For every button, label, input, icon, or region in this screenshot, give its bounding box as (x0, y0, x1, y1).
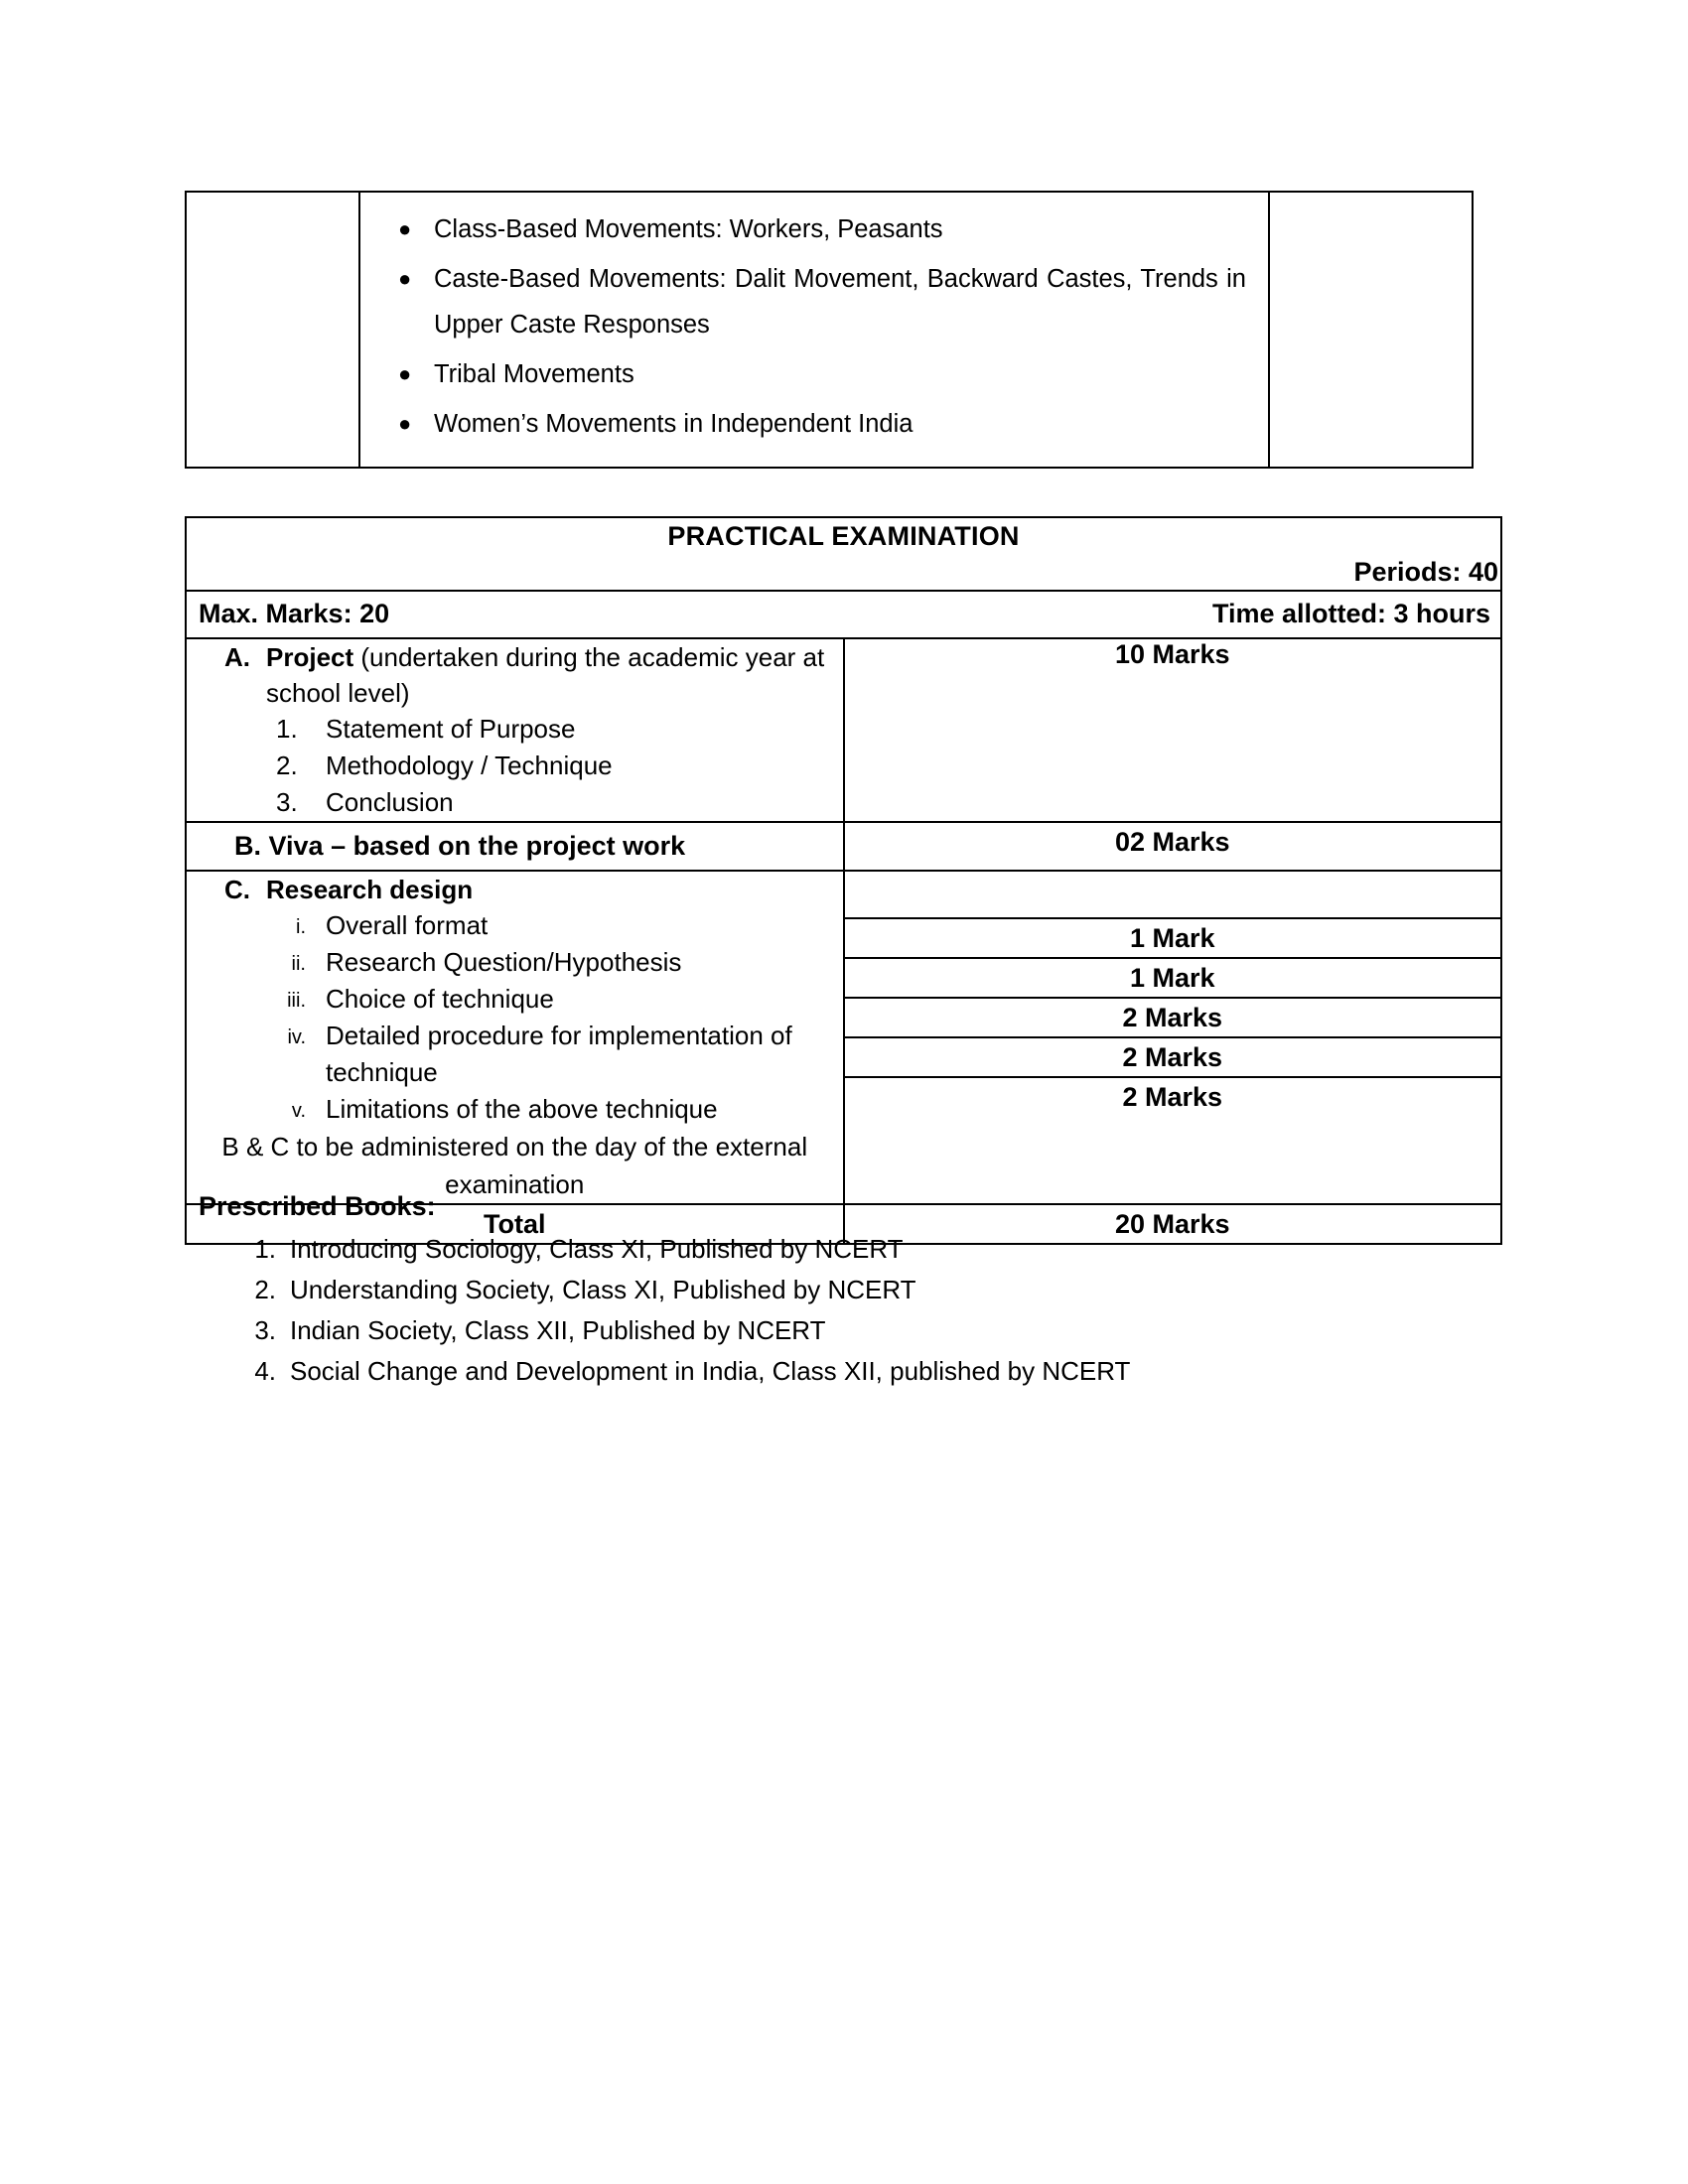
section-c-title: Research design (266, 875, 474, 904)
list-item-label: Methodology / Technique (326, 751, 613, 780)
list-item-number: iv. (287, 1026, 306, 1048)
marks-time-row (186, 591, 1501, 638)
section-c-row (186, 871, 1501, 1204)
list-item-number: v. (291, 1100, 306, 1122)
section-c-marks-spacer (845, 872, 1501, 918)
section-b-text (187, 823, 843, 870)
section-a-heading (187, 639, 843, 711)
section-c-marks-table (845, 872, 1501, 1152)
total-marks: 20 Marks (844, 1204, 1502, 1244)
table-row (845, 872, 1501, 918)
table-row (845, 958, 1501, 998)
topics-cell (359, 192, 1269, 468)
section-c-marks-ii: 1 Mark (845, 958, 1501, 998)
list-item-number: 3. (254, 1315, 276, 1345)
list-item-number: 2. (254, 1275, 276, 1304)
section-c-marks-iii: 2 Marks (845, 998, 1501, 1037)
table-row (845, 1077, 1501, 1152)
list-item (398, 206, 1246, 252)
section-c-marks-cell (844, 871, 1502, 1204)
list-item-number: 2. (276, 751, 298, 780)
section-a-cell (186, 638, 844, 822)
list-item (398, 401, 1246, 447)
list-item-number: i. (296, 916, 306, 938)
section-c-marks-iv: 2 Marks (845, 1037, 1501, 1077)
section-c-cell (186, 871, 844, 1204)
section-a-row (186, 638, 1501, 822)
list-item (199, 1229, 1440, 1270)
section-b-row (186, 822, 1501, 871)
bullet-icon: ● (398, 216, 412, 241)
list-item-number: 1. (276, 714, 298, 744)
list-item-label: Understanding Society, Class XI, Published by NCERT (290, 1275, 916, 1304)
table-row (845, 998, 1501, 1037)
list-item-number: ii. (291, 953, 306, 975)
section-b-label: B. (234, 831, 261, 861)
list-item (187, 981, 843, 1018)
list-item-label: Introducing Sociology, Class XI, Published by NCERT (290, 1234, 904, 1264)
list-item-label: Choice of technique (326, 984, 554, 1014)
periods-cell (1269, 192, 1473, 468)
section-a-label: A. (224, 642, 250, 672)
list-item-label: Conclusion (326, 787, 454, 817)
marks-time-cell (186, 591, 1501, 638)
section-b-marks: 02 Marks (844, 822, 1502, 871)
table-row (186, 192, 1473, 468)
practical-title: PRACTICAL EXAMINATION (667, 521, 1020, 551)
section-c-note: B & C to be administered on the day of the external examination (221, 1132, 808, 1199)
section-c-marks-i: 1 Mark (845, 918, 1501, 958)
section-b-cell (186, 822, 844, 871)
unit-cell (186, 192, 359, 468)
prescribed-books-list (199, 1229, 1440, 1392)
list-item (187, 907, 843, 944)
list-item (187, 1018, 843, 1091)
list-item-label: Women’s Movements in Independent India (434, 410, 914, 438)
list-item-number: iii. (287, 990, 306, 1012)
section-a-subtitle: (undertaken during the academic year at school level) (266, 642, 825, 708)
section-a-title: Project (266, 642, 354, 672)
list-item-label: Statement of Purpose (326, 714, 576, 744)
list-item-label: Limitations of the above technique (326, 1094, 718, 1124)
table-row (845, 1037, 1501, 1077)
topics-bullet-list (360, 193, 1268, 467)
practical-header-row (186, 517, 1501, 591)
time-allotted-label: Time allotted: 3 hours (1211, 599, 1490, 628)
list-item-label: Detailed procedure for implementation of technique (326, 1021, 792, 1087)
list-item (187, 748, 843, 784)
list-item-number: 4. (254, 1356, 276, 1386)
section-c-marks-v: 2 Marks (1122, 1082, 1223, 1112)
bullet-icon: ● (398, 361, 412, 386)
list-item-label: Overall format (326, 910, 489, 940)
list-item (199, 1351, 1440, 1392)
list-item-label: Caste-Based Movements: Dalit Movement, Backward Castes, Trends in Upper Caste Responses (434, 265, 1246, 339)
max-marks-label: Max. Marks: 20 (199, 599, 390, 628)
bullet-icon: ● (398, 411, 412, 436)
list-item (187, 711, 843, 748)
section-c-label: C. (224, 875, 250, 904)
practical-examination-table (185, 516, 1502, 1245)
prescribed-books-heading: Prescribed Books: (199, 1191, 436, 1221)
list-item (199, 1270, 1440, 1310)
list-item (199, 1310, 1440, 1351)
section-a-item-list (187, 711, 843, 821)
list-item (187, 1091, 843, 1128)
list-item-label: Indian Society, Class XII, Published by NCERT (290, 1315, 826, 1345)
total-label: Total (186, 1204, 844, 1244)
list-item (187, 944, 843, 981)
list-item-number: 1. (254, 1234, 276, 1264)
list-item-label: Research Question/Hypothesis (326, 947, 682, 977)
practical-periods: Periods: 40 (1353, 557, 1498, 587)
list-item-label: Tribal Movements (434, 360, 634, 388)
syllabus-continuation-table (185, 191, 1474, 469)
section-c-heading (187, 872, 843, 907)
table-row (845, 918, 1501, 958)
list-item-label: Class-Based Movements: Workers, Peasants (434, 215, 943, 243)
section-a-marks: 10 Marks (844, 638, 1502, 822)
list-item (398, 351, 1246, 397)
section-b-title: Viva – based on the project work (268, 831, 686, 861)
list-item-number: 3. (276, 787, 298, 817)
section-c-item-list (187, 907, 843, 1128)
bullet-icon: ● (398, 266, 412, 291)
list-item (187, 784, 843, 821)
list-item-label: Social Change and Development in India, Class XII, published by NCERT (290, 1356, 1131, 1386)
prescribed-books-section (199, 1187, 1440, 1392)
list-item (398, 256, 1246, 347)
practical-header-cell (186, 517, 1501, 591)
